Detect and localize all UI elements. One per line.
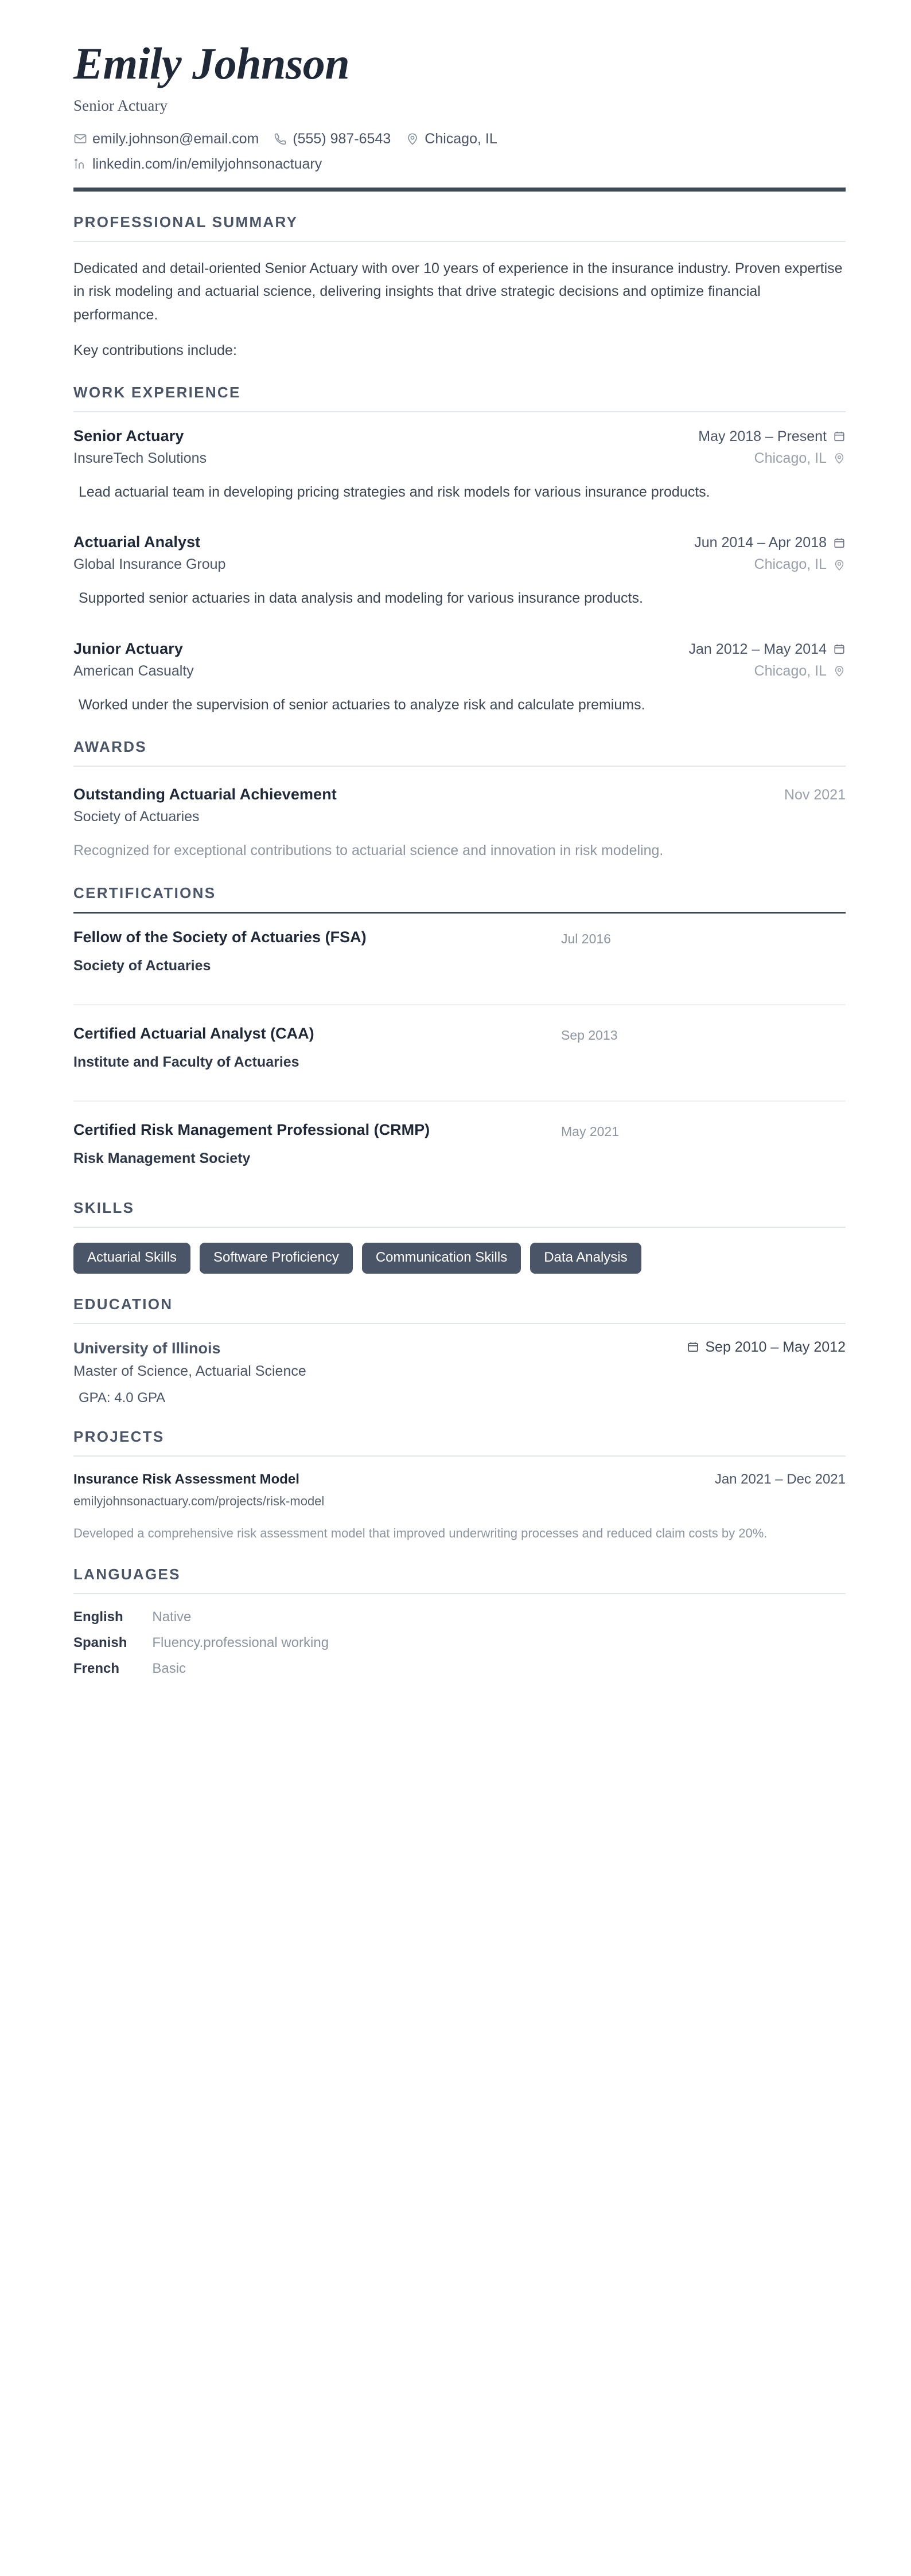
section-heading-skills: SKILLS [73, 1199, 135, 1216]
work-description: Supported senior actuaries in data analysis and modeling for various insurance products. [79, 590, 643, 607]
award-entry [73, 782, 846, 862]
certification-date: May 2021 [561, 1123, 620, 1139]
section-skills [73, 1177, 846, 1274]
skill-chip[interactable]: Software Proficiency [200, 1243, 353, 1274]
contact-location-text: Chicago, IL [425, 130, 497, 147]
page-bottom-space [73, 1687, 846, 1916]
certification-name: Certified Risk Management Professional (CRMP) [73, 1121, 430, 1138]
skill-chip[interactable]: Communication Skills [362, 1243, 521, 1274]
certification-item [73, 1121, 846, 1177]
languages-table [73, 1609, 329, 1687]
location-pin-icon [833, 452, 846, 465]
certification-date: Sep 2013 [561, 1027, 618, 1043]
work-dates-text: Jan 2012 – May 2014 [688, 641, 827, 657]
work-location-text: Chicago, IL [754, 556, 827, 573]
section-professional-summary [73, 192, 846, 362]
page-title: Emily Johnson [73, 38, 350, 88]
contact-phone[interactable] [274, 132, 391, 146]
location-pin-icon [406, 132, 419, 146]
language-level: Basic [152, 1660, 186, 1676]
section-projects [73, 1406, 846, 1544]
skills-chip-list [73, 1240, 846, 1274]
award-title: Outstanding Actuarial Achievement [73, 786, 337, 803]
work-company: Global Insurance Group [73, 556, 226, 573]
certification-name: Fellow of the Society of Actuaries (FSA) [73, 928, 367, 946]
calendar-icon [833, 430, 846, 443]
language-name: French [73, 1660, 120, 1676]
location-pin-icon [833, 559, 846, 571]
work-location [754, 663, 846, 680]
section-awards [73, 716, 846, 862]
project-title: Insurance Risk Assessment Model [73, 1472, 299, 1488]
certification-org: Institute and Faculty of Actuaries [73, 1053, 299, 1070]
certification-name: Certified Actuarial Analyst (CAA) [73, 1024, 314, 1042]
work-dates [698, 428, 846, 445]
header-job-title: Senior Actuary [73, 96, 168, 114]
contact-row-primary [73, 132, 846, 146]
education-degree: Master of Science, Actuarial Science [73, 1363, 306, 1380]
certification-date: Jul 2016 [561, 931, 611, 946]
language-name: Spanish [73, 1634, 127, 1650]
work-location [754, 450, 846, 467]
language-level: Native [152, 1609, 192, 1625]
section-education [73, 1274, 846, 1407]
language-row [73, 1635, 329, 1661]
work-location-text: Chicago, IL [754, 662, 827, 679]
section-heading-certifications: CERTIFICATIONS [73, 884, 216, 901]
section-work-experience [73, 362, 846, 717]
skill-chip[interactable]: Data Analysis [530, 1243, 641, 1274]
work-dates [689, 641, 846, 658]
header-divider [73, 188, 846, 192]
work-job-title: Senior Actuary [73, 427, 184, 444]
certification-item [73, 1025, 846, 1102]
section-certifications [73, 862, 846, 1177]
education-entry [73, 1339, 846, 1407]
education-gpa: GPA: 4.0 GPA [79, 1390, 166, 1406]
award-issuer: Society of Actuaries [73, 809, 200, 825]
summary-paragraph: Dedicated and detail-oriented Senior Actuary with over 10 years of experience in the insurance industry. Proven expertise in risk modeling and actuarial science, delivering insights that drive strategic decisions and optimize financial performance. [73, 260, 843, 323]
phone-icon [274, 132, 287, 146]
linkedin-icon [73, 157, 87, 171]
project-url[interactable]: emilyjohnsonactuary.com/projects/risk-model [73, 1494, 325, 1509]
work-company: American Casualty [73, 662, 194, 679]
contact-phone-text: (555) 987-6543 [293, 130, 391, 147]
contact-linkedin-text: linkedin.com/in/emilyjohnsonactuary [92, 155, 322, 172]
contact-email-text: emily.johnson@email.com [92, 130, 259, 147]
work-entry [73, 640, 846, 717]
calendar-icon [833, 643, 846, 655]
work-location-text: Chicago, IL [754, 450, 827, 466]
contact-row-secondary [73, 157, 846, 171]
contact-location [406, 132, 497, 146]
award-date: Nov 2021 [784, 787, 846, 803]
project-description: Developed a comprehensive risk assessment model that improved underwriting processes and reduced claim costs by 20%. [73, 1526, 768, 1541]
language-row [73, 1661, 329, 1687]
work-description: Worked under the supervision of senior actuaries to analyze risk and calculate premiums. [79, 696, 645, 713]
certification-item [73, 928, 846, 1005]
work-entry [73, 427, 846, 504]
contact-linkedin[interactable] [73, 157, 322, 171]
email-icon [73, 132, 87, 146]
award-description: Recognized for exceptional contributions to actuarial science and innovation in risk modeling. [73, 842, 664, 859]
language-row [73, 1609, 329, 1635]
education-school: University of Illinois [73, 1340, 221, 1357]
calendar-icon [687, 1341, 699, 1353]
location-pin-icon [833, 665, 846, 677]
section-heading-languages: LANGUAGES [73, 1565, 181, 1583]
skill-chip[interactable]: Actuarial Skills [73, 1243, 190, 1274]
calendar-icon [833, 537, 846, 549]
section-heading-summary: PROFESSIONAL SUMMARY [73, 213, 298, 231]
work-company: InsureTech Solutions [73, 450, 207, 466]
work-job-title: Junior Actuary [73, 639, 183, 657]
certification-org: Risk Management Society [73, 1150, 251, 1166]
work-dates-text: Jun 2014 – Apr 2018 [694, 534, 827, 551]
resume-content [65, 40, 846, 1916]
education-dates [687, 1339, 846, 1356]
education-dates-text: Sep 2010 – May 2012 [705, 1338, 846, 1355]
work-dates-text: May 2018 – Present [698, 428, 827, 444]
resume-header [73, 40, 846, 192]
section-heading-work: WORK EXPERIENCE [73, 383, 241, 401]
contact-email[interactable] [73, 132, 259, 146]
work-description: Lead actuarial team in developing pricing strategies and risk models for various insurance products. [79, 483, 710, 500]
work-job-title: Actuarial Analyst [73, 533, 201, 551]
section-languages [73, 1544, 846, 1687]
work-location [754, 556, 846, 573]
section-heading-projects: PROJECTS [73, 1428, 165, 1446]
section-heading-awards: AWARDS [73, 738, 147, 756]
project-entry [73, 1472, 846, 1544]
work-dates [694, 534, 846, 551]
language-level: Fluency.professional working [152, 1634, 329, 1650]
work-entry [73, 533, 846, 610]
section-heading-education: EDUCATION [73, 1295, 173, 1313]
certification-org: Society of Actuaries [73, 957, 211, 974]
summary-key-line: Key contributions include: [73, 342, 237, 359]
project-dates: Jan 2021 – Dec 2021 [714, 1472, 846, 1488]
language-name: English [73, 1609, 123, 1625]
